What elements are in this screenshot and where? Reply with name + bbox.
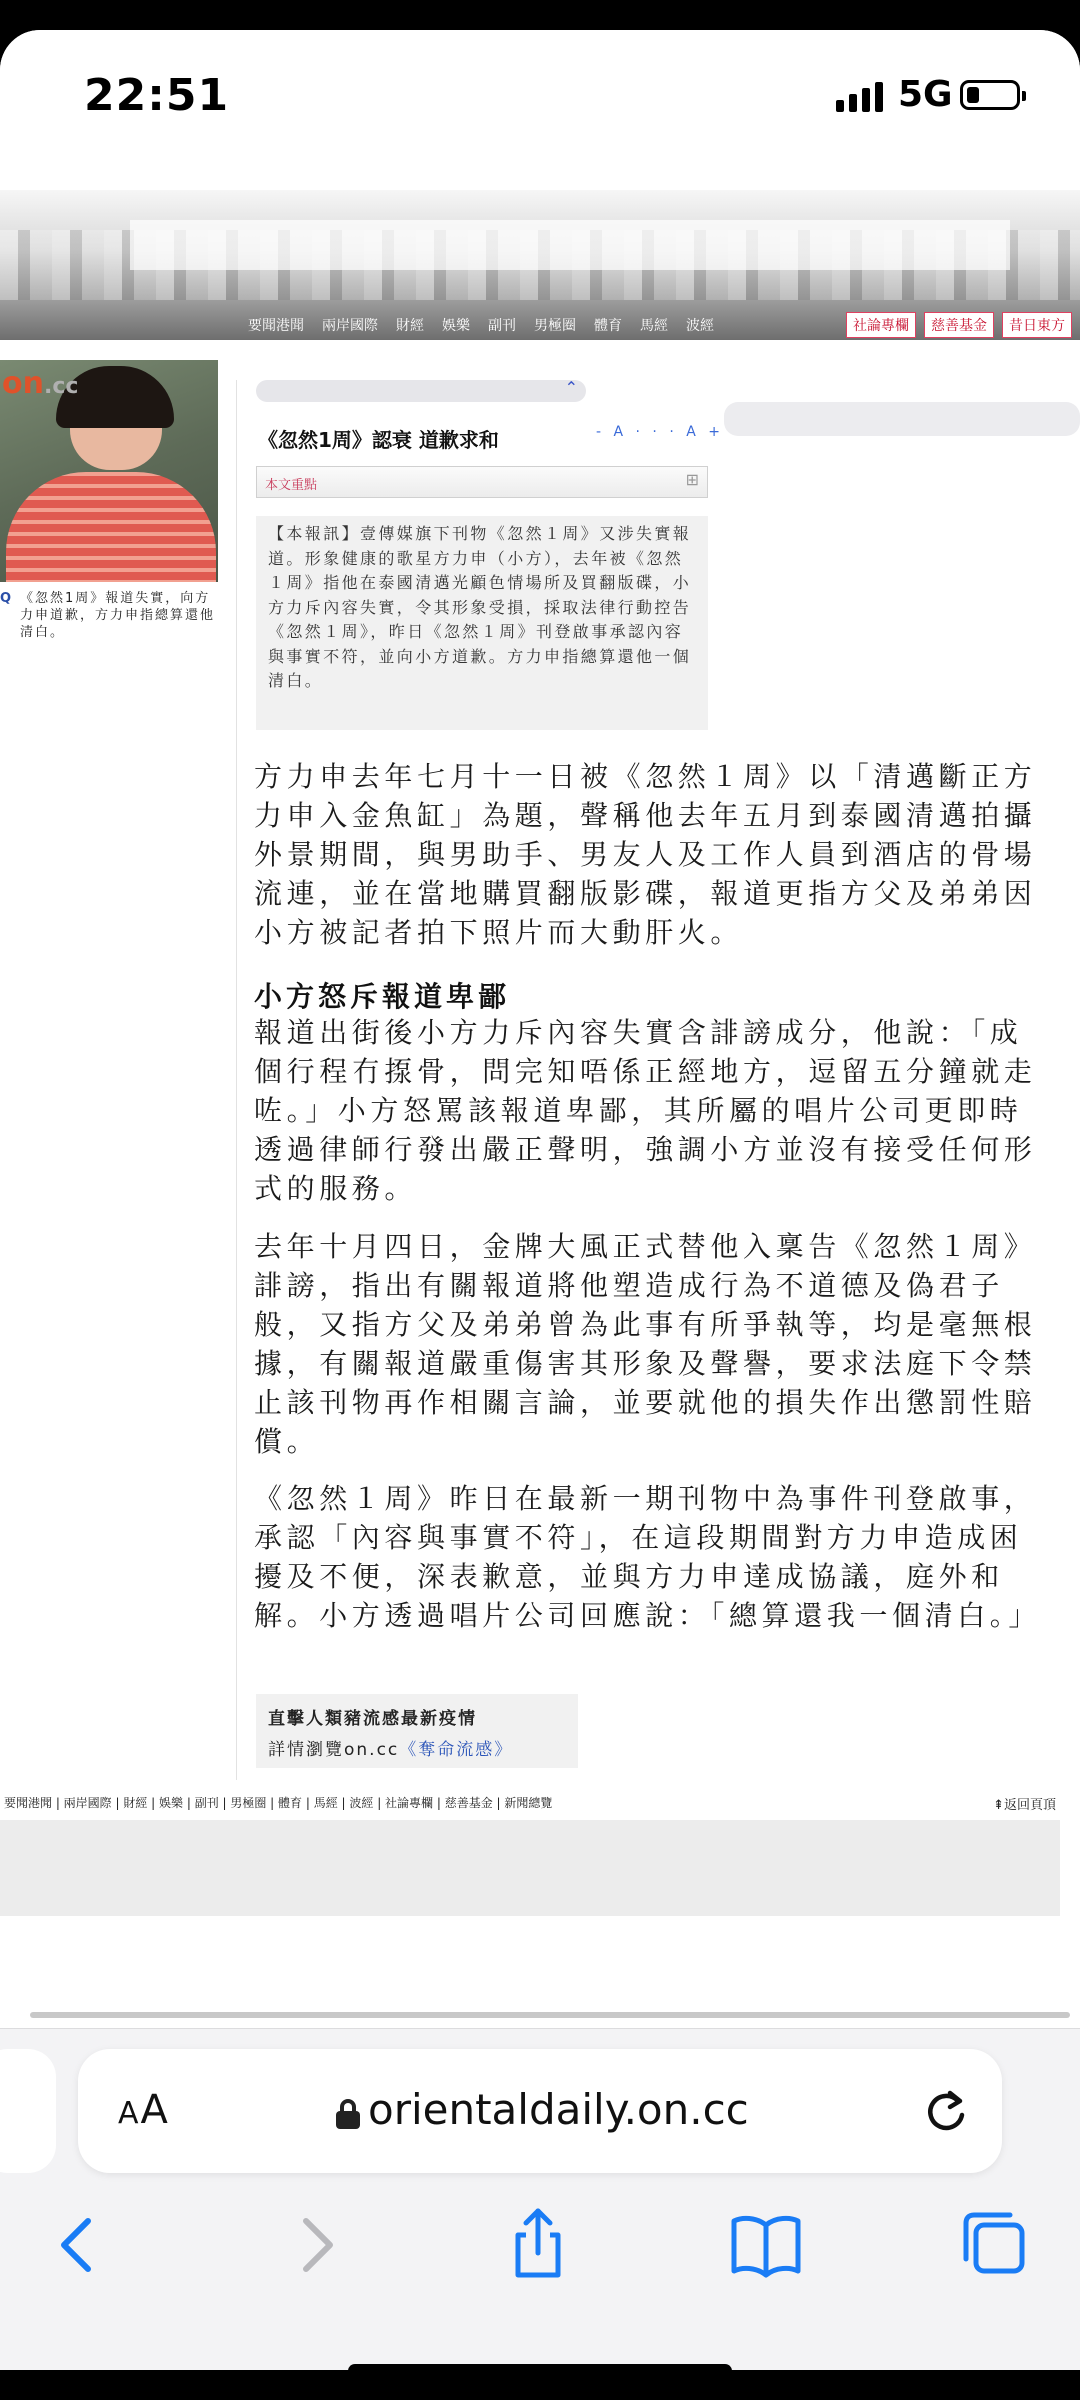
banner-tags (846, 312, 1072, 338)
right-column-placeholder (724, 402, 1080, 436)
summary-text: 【本報訊】壹傳媒旗下刊物《忽然１周》又涉失實報道。形象健康的歌星方力申（小方），去年被《忽然１周》指他在泰國清邁光顧色情場所及買翻版碟，小方力斥內容失實，令其形象受損，採取法律行動控告《忽然１周》，昨日《忽然１周》刊登啟事承認內容與事實不符，並向小方道歉。方力申指總算還他一個清白。 (268, 524, 692, 690)
chevron-left-icon[interactable] (40, 2205, 120, 2285)
banner-nav-item[interactable]: 副刊 (488, 318, 516, 334)
bookmarks-icon[interactable] (726, 2205, 806, 2285)
photo-caption: Q 《忽然1周》報道失實，向方力申道歉，方力申指總算還他清白。 (0, 591, 216, 640)
banner-nav-item[interactable]: 財經 (396, 318, 424, 334)
tabs-icon[interactable] (954, 2205, 1034, 2285)
scroll-indicator (30, 2012, 1070, 2018)
signal-icon (836, 82, 884, 112)
related-line: 詳情瀏覽on.cc《奪命流感》 (268, 1740, 514, 1760)
share-icon[interactable] (498, 2205, 578, 2285)
ad-placeholder (0, 1820, 1060, 1916)
summary-box (256, 516, 708, 730)
home-indicator[interactable] (348, 2364, 732, 2370)
chevron-right-icon[interactable] (274, 2205, 354, 2285)
related-box (256, 1694, 578, 1768)
banner-nav-item[interactable]: 波經 (686, 318, 714, 334)
article-paragraph: 去年十月四日，金牌大風正式替他入稟告《忽然１周》誹謗，指出有關報道將他塑造成行為不道德及偽君子般，又指方父及弟弟曾為此事有所爭執等，均是毫無根據，有關報道嚴重傷害其形象及聲譽，要求法庭下令禁止該刊物再作相關言論，並要就他的損失作出懲罰性賠償。 (254, 1230, 1037, 1458)
battery-icon (960, 80, 1020, 110)
font-size-tools[interactable]: - A · · · A + (596, 424, 724, 440)
banner-nav-item[interactable]: 馬經 (640, 318, 668, 334)
photo-logo: on.cc (2, 366, 79, 401)
banner-tag[interactable]: 慈善基金 (924, 312, 994, 338)
status-time: 22:51 (84, 70, 230, 121)
banner-tag[interactable]: 昔日東方 (1002, 312, 1072, 338)
banner-highlight (130, 220, 1010, 270)
summary-header[interactable] (256, 466, 708, 498)
chevron-updown-icon: ⌃ (564, 378, 578, 397)
photo-shirt (6, 472, 216, 582)
previous-tab-preview[interactable] (0, 2049, 56, 2173)
banner-nav-item[interactable]: 男極圈 (534, 318, 576, 334)
back-to-top-link[interactable]: ⇞返回頁頂 (993, 1798, 1056, 1813)
related-title: 直擊人類豬流感最新疫情 (268, 1709, 477, 1729)
banner-nav-item[interactable]: 兩岸國際 (322, 318, 378, 334)
expand-icon[interactable]: ⊞ (685, 470, 699, 489)
status-bar (0, 30, 1080, 160)
scroll-selector[interactable] (256, 380, 586, 402)
url-text[interactable]: orientaldaily.on.cc (368, 2085, 749, 2134)
footer-nav[interactable]: 要聞港聞 | 兩岸國際 | 財經 | 娛樂 | 副刊 | 男極圈 | 體育 | 馬經 | 波經 | 社論專欄 | 慈善基金 | 新聞總覽 (4, 1796, 553, 1810)
article-paragraph: 《忽然１周》昨日在最新一期刊物中為事件刊登啟事，承認「內容與事實不符」，在這段期間對方力申造成困擾及不便，深表歉意，並與方力申達成協議，庭外和解。小方透過唱片公司回應說：「總算還我一個清白。」 (254, 1482, 1042, 1632)
related-link[interactable]: 《奪命流感》 (399, 1740, 514, 1760)
banner-nav-item[interactable]: 要聞港聞 (248, 318, 304, 334)
browser-toolbar (0, 2028, 1080, 2370)
article-paragraph: 方力申去年七月十一日被《忽然１周》以「清邁斷正方力申入金魚缸」為題，聲稱他去年五月到泰國清邁拍攝外景期間，與男助手、男友人及工作人員到酒店的骨場流連，並在當地購買翻版影碟，報道更指方父及弟弟因小方被記者拍下照片而大動肝火。 (254, 760, 1037, 949)
address-bar[interactable] (78, 2049, 1002, 2173)
banner-nav-item[interactable]: 娛樂 (442, 318, 470, 334)
article-subheading: 小方怒斥報道卑鄙 (254, 980, 511, 1013)
site-banner (0, 190, 1080, 340)
magnifier-icon: Q (0, 591, 14, 606)
banner-tag[interactable]: 社論專欄 (846, 312, 916, 338)
network-label: 5G (898, 74, 953, 115)
column-divider (236, 380, 237, 1780)
banner-nav-item[interactable]: 體育 (594, 318, 622, 334)
reader-options-button[interactable]: AA (118, 2087, 170, 2133)
banner-nav (248, 315, 714, 335)
article-title: 《忽然1周》認衰 道歉求和 (258, 428, 499, 452)
screen (0, 30, 1080, 2370)
article-paragraph: 報道出街後小方力斥內容失實含誹謗成分，他說：「成個行程冇揼骨，問完知唔係正經地方，逗留五分鐘就走咗。」小方怒罵該報道卑鄙，其所屬的唱片公司更即時透過律師行發出嚴正聲明，強調小方並沒有接受任何形式的服務。 (254, 1016, 1037, 1205)
summary-label: 本文重點 (265, 478, 318, 493)
reload-icon[interactable] (916, 2083, 976, 2143)
lock-icon (336, 2099, 360, 2129)
article-photo[interactable] (0, 360, 218, 582)
